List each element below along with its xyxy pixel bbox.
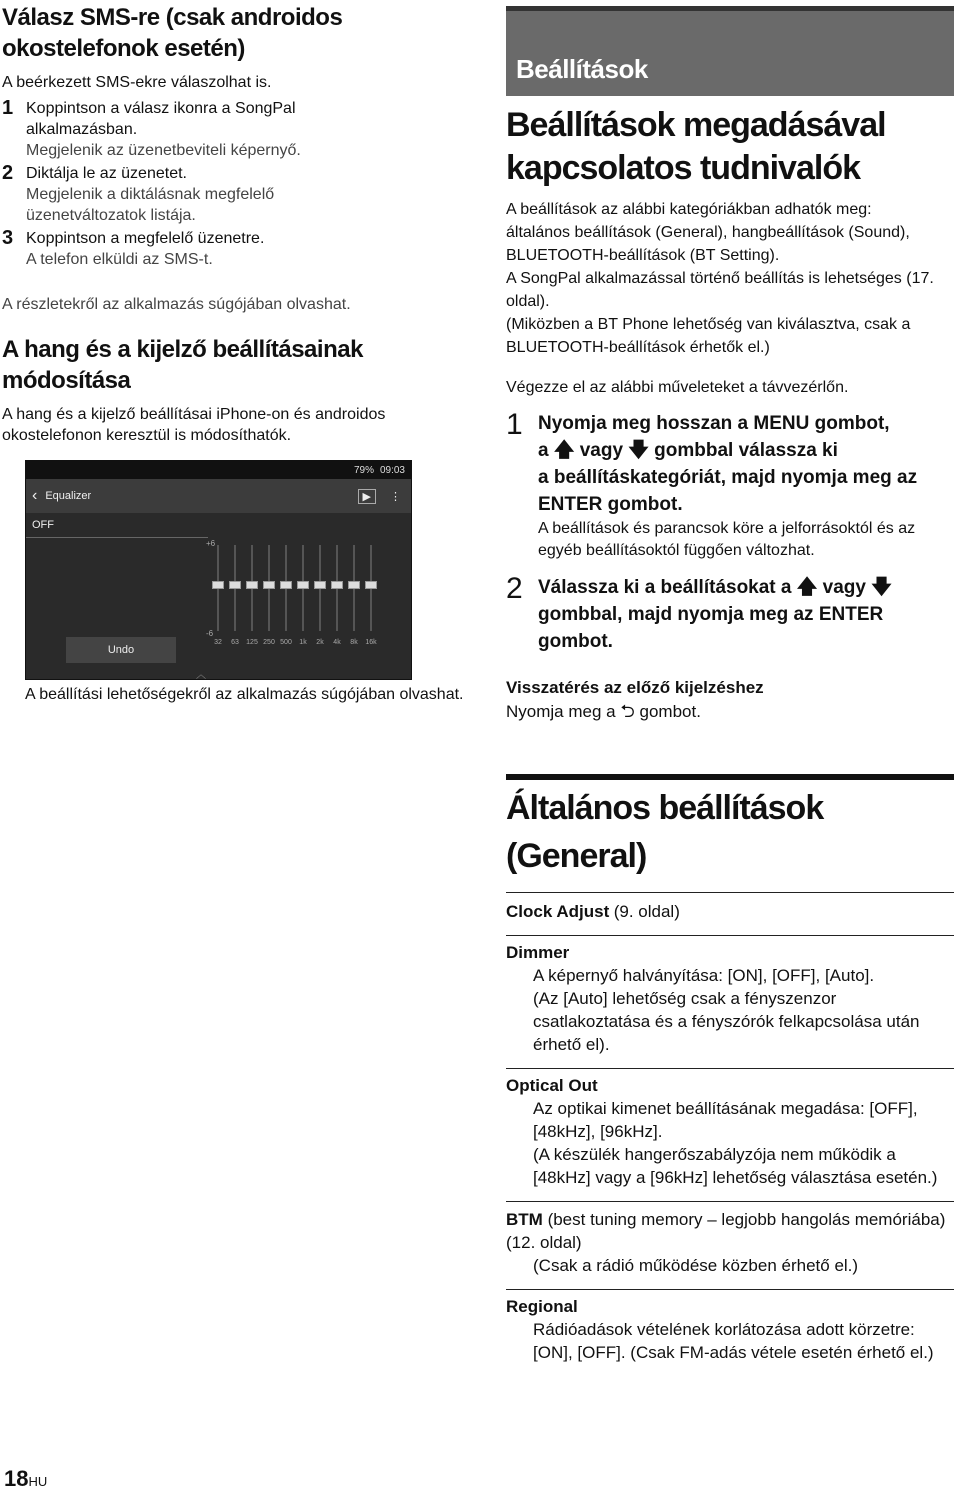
band-label: 500	[280, 639, 292, 646]
down-arrow-icon: 🡇	[628, 439, 649, 461]
app-title: Equalizer	[45, 490, 92, 502]
sms-steps	[2, 98, 382, 270]
dimmer-entry: Dimmer A képernyő halványítása: [ON], [OFF], [Auto]. (Az [Auto] lehetőség csak a fényszenzor csatlakoztatása és a fényszórók felkapcsolása után érhető el).	[506, 935, 954, 1056]
undo-button[interactable]: Undo	[66, 637, 176, 663]
sound-intro: A hang és a kijelző beállításai iPhone-on és androidos okostelefonon keresztül is módosíthatók.	[2, 406, 386, 444]
slider-knob[interactable]	[297, 581, 309, 589]
band-label: 1k	[299, 639, 307, 646]
back-arrow-icon[interactable]: ‹	[32, 487, 38, 504]
general-title: Általános beállítások (General)	[506, 789, 824, 875]
settings-step-1: 1 Nyomja meg hosszan a MENU gombot, a 🡅 vagy 🡇 gombbal válassza ki a beállításkategóriát, majd nyomja meg az ENTER gombot. A beállítások és parancsok köre a jelforrásoktól és az egyéb beállításoktól függően változhat.	[506, 408, 918, 559]
slider-knob[interactable]	[280, 581, 292, 589]
eq-band-slider[interactable]	[331, 541, 343, 651]
band-label: 32	[214, 639, 222, 646]
eq-band-slider[interactable]	[229, 541, 241, 651]
back-title: Visszatérés az előző kijelzéshez	[506, 678, 764, 697]
minus-label: -6	[206, 629, 214, 638]
menu-icon[interactable]: ⋮	[390, 490, 401, 503]
band-label: 4k	[333, 639, 341, 646]
back-instruction: Nyomja meg a ⮌ gombot.	[506, 701, 701, 721]
eq-band-slider[interactable]	[365, 541, 377, 651]
slider-knob[interactable]	[263, 581, 275, 589]
band-label: 2k	[316, 639, 324, 646]
eq-sliders	[212, 541, 382, 651]
eq-band-slider[interactable]	[297, 541, 309, 651]
clock-adjust-entry: Clock Adjust (9. oldal)	[506, 892, 954, 923]
step-2: 2 Diktálja le az üzenetet. Megjelenik a diktálásnak megfelelő üzenetváltozatok listája.	[2, 162, 275, 224]
regional-entry: Regional Rádióadások vételének korlátozása adott körzetre: [ON], [OFF]. (Csak FM-adás vétele esetén érhető el.)	[506, 1289, 954, 1364]
down-arrow-icon: 🡇	[871, 576, 892, 598]
slider-knob[interactable]	[212, 581, 224, 589]
band-label: 8k	[350, 639, 358, 646]
eq-band-slider[interactable]	[314, 541, 326, 651]
sound-title: A hang és a kijelző beállításainak módosítása	[2, 336, 363, 394]
app-header	[26, 479, 411, 513]
slider-knob[interactable]	[246, 581, 258, 589]
right-column	[506, 0, 954, 1364]
eq-band-slider[interactable]	[348, 541, 360, 651]
section-rule	[506, 774, 954, 780]
back-icon: ⮌	[620, 701, 635, 721]
settings-title: Beállítások megadásával kapcsolatos tudnivalók	[506, 106, 886, 187]
band-label: 63	[231, 639, 239, 646]
sms-note: A részletekről az alkalmazás súgójában olvashat.	[2, 296, 351, 313]
band-label: 125	[246, 639, 258, 646]
step-1: 1 Koppintson a válasz ikonra a SongPal alkalmazásban. Megjelenik az üzenetbeviteli képernyő.	[2, 97, 301, 159]
sms-title: Válasz SMS-re (csak androidos okostelefonok esetén)	[2, 4, 343, 62]
chevron-up-icon[interactable]: ︿	[196, 670, 206, 681]
eq-band-slider[interactable]	[263, 541, 275, 651]
plus-label: +6	[206, 539, 216, 548]
step-3: 3 Koppintson a megfelelő üzenetre. A telefon elküldi az SMS-t.	[2, 227, 265, 268]
btm-entry: BTM (best tuning memory – legjobb hangolás memóriába) (12. oldal) (Csak a rádió működése közben érhető el.)	[506, 1201, 954, 1277]
settings-step-2: 2 Válassza ki a beállításokat a 🡅 vagy 🡇 gombbal, majd nyomja meg az ENTER gombot.	[506, 572, 892, 652]
slider-knob[interactable]	[314, 581, 326, 589]
sms-intro: A beérkezett SMS-ekre válaszolhat is.	[2, 74, 272, 91]
battery-level: 79%	[353, 464, 374, 476]
optical-out-entry: Optical Out Az optikai kimenet beállításának megadása: [OFF], [48kHz], [96kHz]. (A készülék hangerőszabályzója nem működik a [48kHz] vagy a [96kHz] lehetőség választása esetén.)	[506, 1068, 954, 1189]
slider-knob[interactable]	[365, 581, 377, 589]
slider-knob[interactable]	[331, 581, 343, 589]
slider-knob[interactable]	[229, 581, 241, 589]
band-label: 16k	[365, 639, 377, 646]
status-time: 09:03	[379, 464, 405, 476]
up-arrow-icon: 🡅	[796, 576, 818, 598]
eq-band-slider[interactable]	[212, 541, 224, 651]
remote-note: Végezze el az alábbi műveleteket a távvezérlőn.	[506, 379, 849, 396]
eq-mode-select[interactable]: OFF	[26, 513, 208, 538]
sound-note: A beállítási lehetőségekről az alkalmazás súgójában olvashat.	[25, 686, 464, 703]
equalizer-screenshot	[25, 460, 412, 680]
settings-intro: A beállítások az alábbi kategóriákban adhatók meg: általános beállítások (General), hangbeállítások (Sound), BLUETOOTH-beállítások (BT Setting). A SongPal alkalmazással történő beállítás is lehetséges (17. oldal). (Miközben a BT Phone lehetőség van kiválasztva, csak a BLUETOOTH-beállítások érhetők el.)	[506, 201, 934, 356]
page-number: 18HU	[4, 1466, 48, 1491]
eq-band-slider[interactable]	[280, 541, 292, 651]
up-arrow-icon: 🡅	[553, 439, 575, 461]
settings-banner: Beállítások	[506, 6, 954, 96]
play-icon[interactable]: ▶	[358, 489, 376, 504]
slider-knob[interactable]	[348, 581, 360, 589]
eq-band-slider[interactable]	[246, 541, 258, 651]
status-bar	[26, 461, 411, 479]
band-label: 250	[263, 639, 275, 646]
